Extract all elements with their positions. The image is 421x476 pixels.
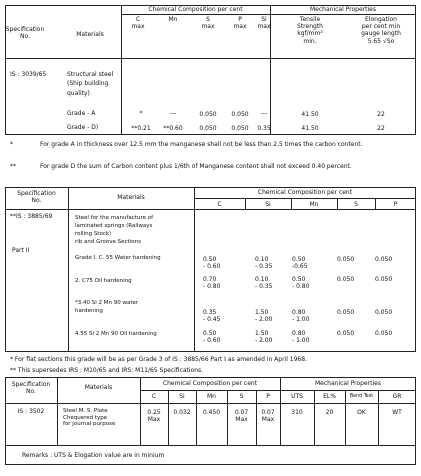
row-3-s: 0.050 — [337, 309, 355, 316]
header-p: P — [266, 393, 270, 400]
divider — [5, 403, 416, 404]
row-2-si: 0.10 - 0.35 — [255, 276, 273, 291]
grade-a-mn: --- — [169, 110, 177, 117]
header-bend-test: Bend Test — [349, 394, 374, 399]
header-elongation: Elongation per cent min gauge length 5.65 √So — [361, 16, 401, 45]
row-1-si: 0.10 - 0.35 — [255, 256, 273, 271]
value-gr: WT — [392, 409, 402, 416]
row-3-material: *3.40 Si 2 Mn 90 water hardening — [75, 300, 139, 315]
row-1-mn: 0.50 -0.65 — [292, 256, 308, 271]
header-c: C — [217, 201, 222, 208]
value-mn: 0.450 — [202, 409, 221, 416]
grade-a-tensile: 41.50 — [301, 111, 319, 118]
header-uts: UTS — [291, 393, 303, 400]
header-mn: Mn — [168, 16, 178, 23]
grade-a-c: * — [139, 110, 143, 117]
header-si: Si — [179, 393, 185, 400]
grade-a-si: --- — [260, 110, 268, 117]
row-3-si: 1.50 - 2.00 — [255, 309, 273, 324]
note-grade-a: For grade A in thickness over 12.5 mm the manganese shall not be less than 2.5 times the carbon content. — [40, 141, 363, 148]
grade-d-p: 0.050 — [231, 125, 249, 132]
header-mn: Mn — [309, 201, 319, 208]
value-si: 0.032 — [173, 409, 191, 416]
header-si: Si — [265, 201, 271, 208]
note-grade-d: For grade D the sum of Carbon content plus 1/6th of Manganese content shall not exceed 0.40 percent. — [40, 163, 352, 170]
row-4-p: 0.050 — [375, 330, 393, 337]
grade-d-mn: **0.60 — [163, 125, 183, 132]
header-c: C max — [131, 16, 145, 31]
row-3-c: 0.35 - 0.45 — [203, 309, 221, 324]
header-mechanical-properties: Mechanical Properties — [315, 380, 381, 387]
spec-number: **IS : 3885/69 — [10, 213, 53, 220]
grade-d-tensile: 41.50 — [301, 125, 319, 132]
header-s: S max — [201, 16, 215, 31]
header-chemical-composition: Chemical Composition per cent — [148, 6, 243, 13]
note-supersedes: ** This supersedes IRS : M10/65 and IRS: M11/65 Specifications. — [10, 367, 204, 374]
grade-d-label: Grade - D) — [67, 124, 99, 131]
divider — [121, 14, 416, 15]
value-el: 20 — [325, 409, 334, 416]
header-c: C — [151, 393, 157, 400]
spec-number: IS : 3502 — [17, 408, 45, 415]
row-1-s: 0.050 — [337, 256, 355, 263]
row-3-p: 0.050 — [375, 309, 393, 316]
divider — [194, 187, 195, 352]
divider — [194, 198, 416, 199]
header-si: Si max — [257, 16, 271, 31]
row-4-s: 0.050 — [337, 330, 355, 337]
header-gr: GR — [392, 393, 402, 400]
grade-a-s: 0.050 — [199, 111, 217, 118]
header-p: P — [393, 201, 398, 208]
row-2-p: 0.050 — [375, 276, 393, 283]
grade-d-c: **0.21 — [131, 125, 151, 132]
header-materials: Materials — [117, 194, 145, 201]
material-intro: Steel for the manufacture of laminated springs (Railways rolling Stock) rib and Groove Sections — [75, 215, 154, 245]
note-flat-sections: * For flat sections this grade will be as per Grade 3 of IS : 3885/66 Part I as amended in April 1968. — [10, 356, 307, 363]
value-uts: 310 — [291, 409, 303, 416]
header-s: S — [239, 393, 244, 400]
row-1-c: 0.50 - 0.60 — [203, 256, 221, 271]
divider — [68, 187, 69, 352]
header-tensile: Tensile Strength kgf/mm² min. — [297, 16, 323, 45]
material-name: Structural steel (Ship building quality) — [67, 71, 114, 97]
header-mechanical-properties: Mechanical Properties — [310, 6, 376, 13]
note-marker: ** — [10, 163, 16, 170]
header-spec-no: Specification No. — [5, 26, 45, 41]
grade-d-s: 0.050 — [199, 125, 217, 132]
divider — [140, 390, 416, 391]
header-s: S — [354, 201, 358, 208]
header-materials: Materials — [84, 384, 113, 391]
divider — [5, 58, 416, 59]
row-1-p: 0.050 — [375, 256, 393, 263]
value-bend-test: OK — [357, 409, 366, 416]
grade-a-p: 0.050 — [231, 111, 249, 118]
row-4-c: 0.50 - 0.60 — [203, 330, 221, 345]
row-2-mn: 0.50 - 0.80 — [292, 276, 310, 291]
grade-a-elongation: 22 — [377, 111, 385, 118]
header-chemical-composition: Chemical Composition per cent — [162, 380, 258, 387]
value-c: 0.25 Max — [147, 409, 161, 424]
row-2-s: 0.050 — [337, 276, 355, 283]
note-marker: * — [10, 141, 13, 148]
value-p: 0.07 Max — [261, 409, 275, 424]
row-4-si: 1.50 - 2.00 — [255, 330, 273, 345]
row-2-c: 0.70 - 0.80 — [203, 276, 221, 291]
material-name: Steel M. S. Plate Chequered type for journal purpose — [63, 408, 116, 428]
divider — [5, 209, 416, 210]
grade-d-si: 0.35 — [257, 125, 271, 132]
header-spec-no: Specification No. — [17, 190, 56, 205]
row-4-mn: 0.80 - 1.00 — [292, 330, 310, 345]
row-3-mn: 0.80 - 1.00 — [292, 309, 310, 324]
header-spec-no: Specification No. — [11, 381, 51, 396]
row-2-material: 2. C75 Oil hardening — [75, 278, 132, 284]
spec-number: IS : 3039/65 — [10, 71, 47, 78]
header-p: P max — [233, 16, 247, 31]
row-4-material: 4.55 Si 2 Mn 90 Oil hardening — [75, 331, 157, 337]
grade-a-label: Grade - A — [67, 110, 96, 117]
spec-part: Part II — [12, 247, 30, 254]
row-1-material: Grade I. C. 55 Water hardening — [75, 255, 161, 261]
header-chemical-composition: Chemical Composition per cent — [257, 189, 353, 196]
remarks: Remarks : UTS & Elogation value are in minium — [22, 452, 165, 459]
divider — [5, 445, 416, 446]
header-el: EL% — [323, 393, 336, 400]
value-s: 0.07 Max — [234, 409, 249, 424]
header-materials: Materials — [76, 31, 104, 38]
grade-d-elongation: 22 — [377, 125, 385, 132]
header-mn: Mn — [207, 393, 216, 400]
